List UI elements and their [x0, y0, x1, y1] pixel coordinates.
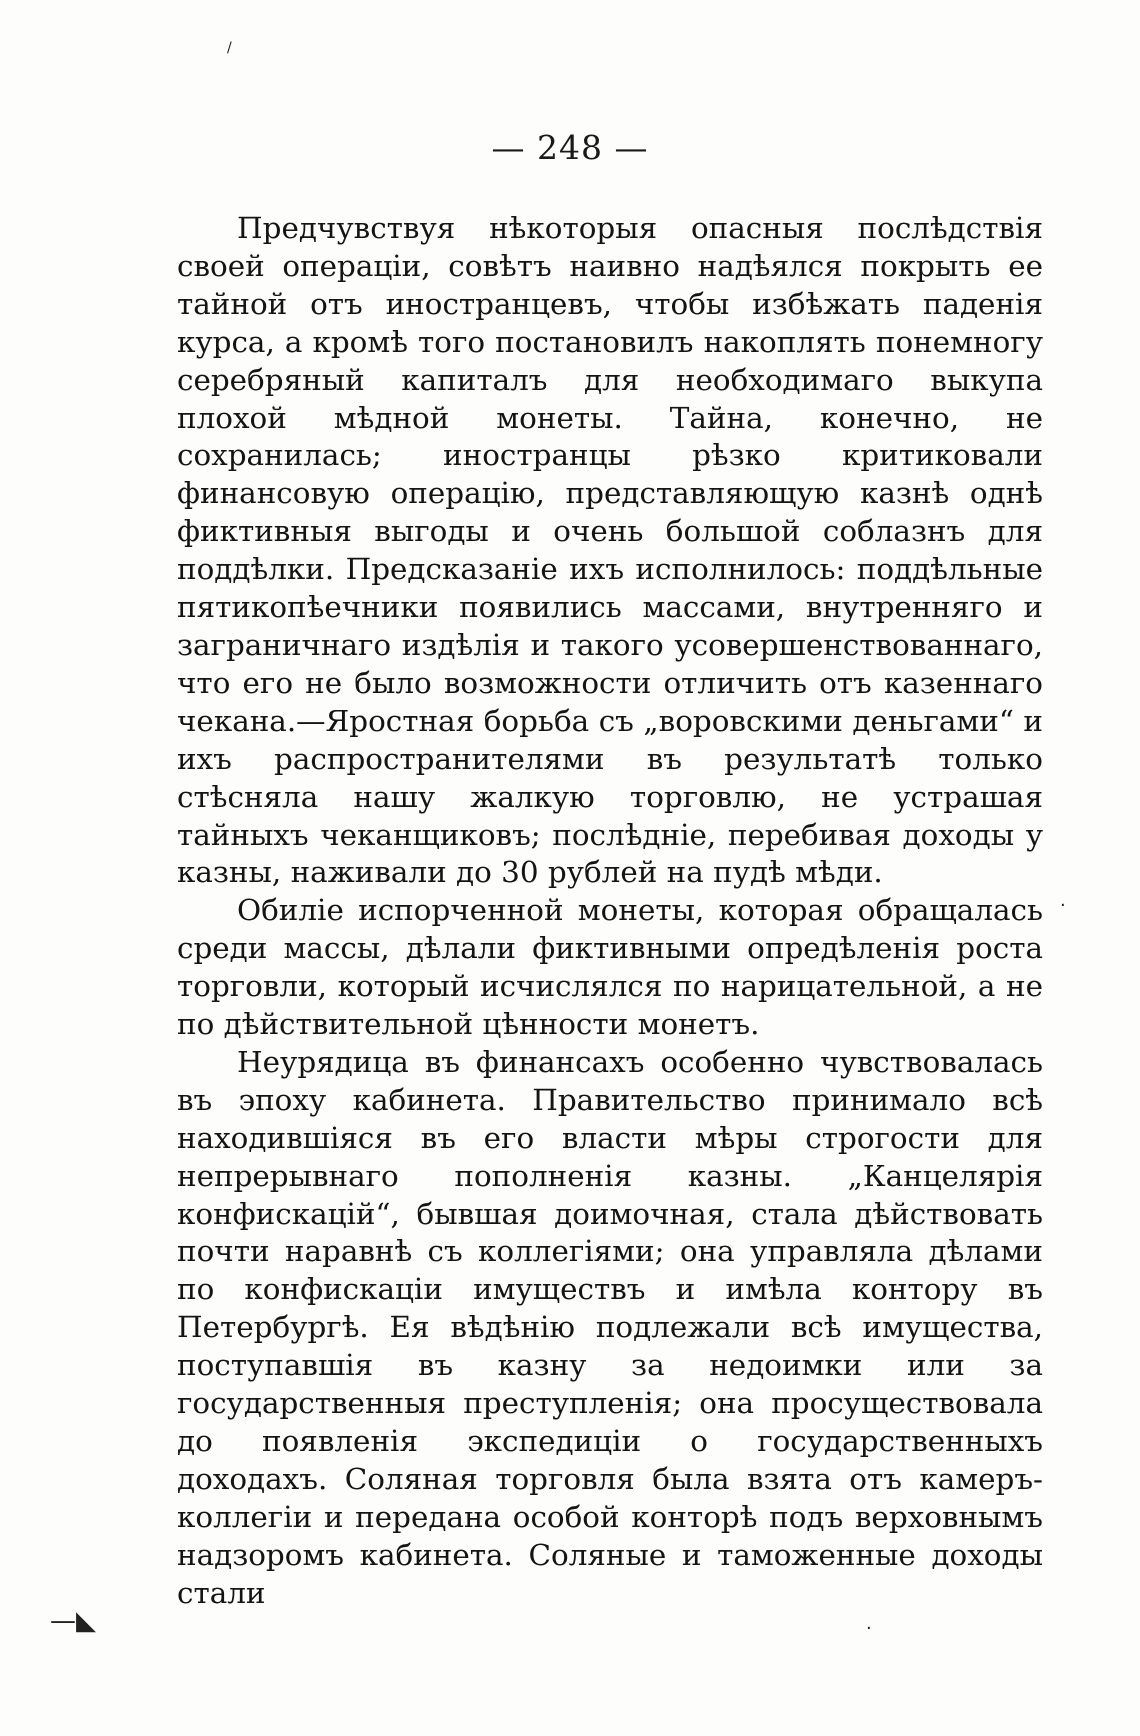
paragraph-2: Обиліе испорченной монеты, которая обращалась среди массы, дѣлали фиктивными опредѣленія роста торговли, который исчислялся по нарицательной, а не по дѣйствительной цѣнности монетъ.	[177, 893, 1043, 1042]
paragraph-1: Предчувствуя нѣкоторыя опасныя послѣдствія своей операціи, совѣтъ наивно надѣялся покрыть ее тайной отъ иностранцевъ, чтобы избѣжать паденія курса, а кромѣ того постановилъ накоплять понемногу серебряный капиталъ для необходимаго выкупа плохой мѣдной монеты. Тайна, конечно, не сохранилась; иностранцы рѣзко критиковали финансовую операцію, представляющую казнѣ однѣ фиктивныя выгоды и очень большой соблазнъ для поддѣлки. Предсказаніе ихъ исполнилось: поддѣльные пятикопѣечники появились массами, внутренняго и заграничнаго издѣлія и такого усовершенствованнаго, что его не было возможности отличить отъ казеннаго чекана.—Яростная борьба съ „воровскими деньгами“ и ихъ распространителями въ результатѣ только стѣсняла нашу жалкую торговлю, не устрашая тайныхъ чеканщиковъ; послѣдніе, перебивая доходы у казны, наживали до 30 рублей на пудѣ мѣди.	[177, 211, 1043, 890]
scan-speck-side: ·	[1060, 895, 1066, 916]
page-number: — 248 —	[491, 128, 649, 167]
paragraph-3: Неурядица въ финансахъ особенно чувствовалась въ эпоху кабинета. Правительство принимало всѣ находившіяся въ его власти мѣры строгости для непрерывнаго пополненія казны. „Канцелярія конфискацій“, бывшая доимочная, стала дѣйствовать почти наравнѣ съ коллегіями; она управляла дѣлами по конфискаціи имуществъ и имѣла контору въ Петербургѣ. Ея вѣдѣнію подлежали всѣ имущества, поступавшія въ казну за недоимки или за государственныя преступленія; она просуществовала до появленія экспедиціи о государственныхъ доходахъ. Соляная торговля была взята отъ камеръ-коллегіи и передана особой конторѣ подъ верховнымъ надзоромъ кабинета. Соляные и таможенные доходы стали	[177, 1044, 1043, 1610]
scan-corner-mark: —◣	[50, 1606, 96, 1636]
body-text	[177, 210, 1043, 1613]
scan-speck: /	[227, 40, 232, 56]
scan-speck-bottom: ·	[866, 1618, 872, 1639]
